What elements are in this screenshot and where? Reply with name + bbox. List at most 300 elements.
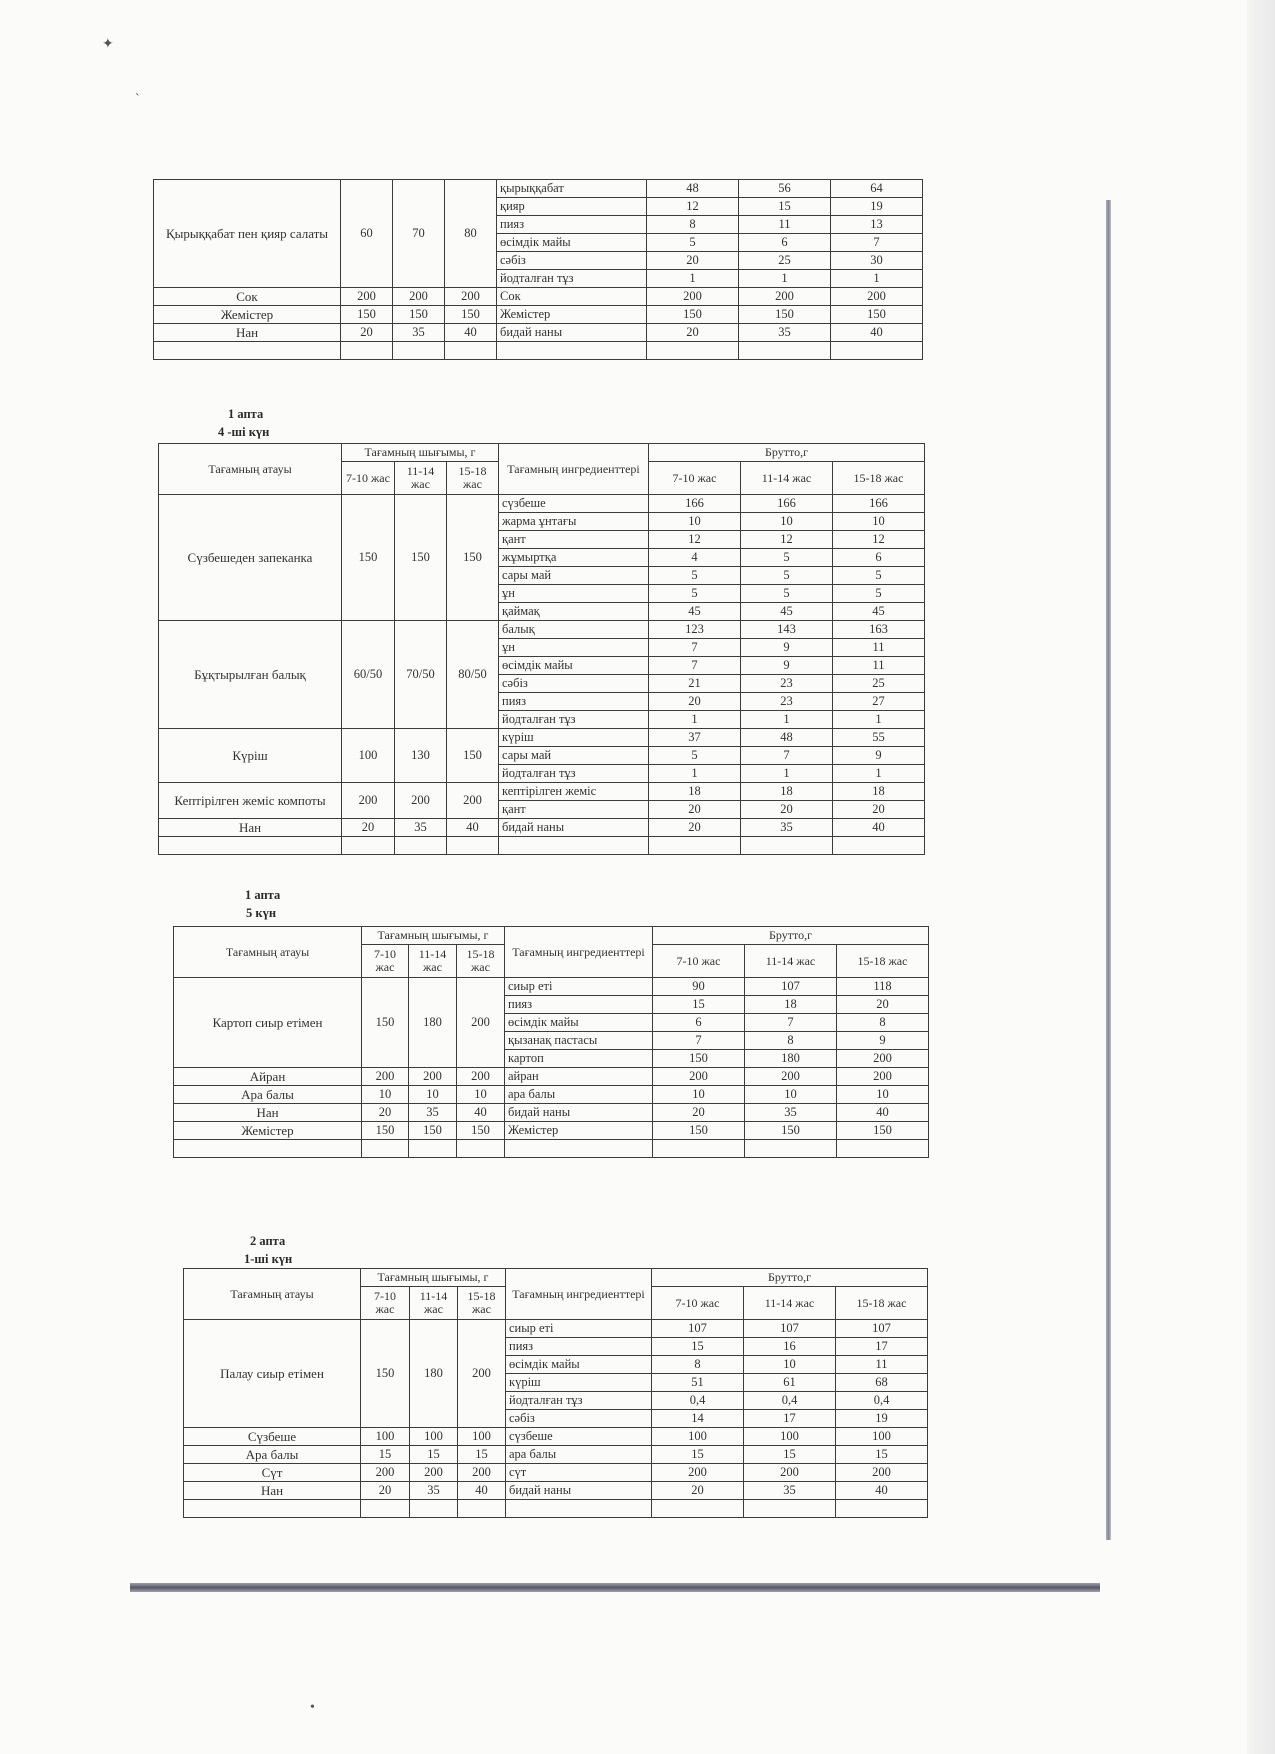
table-row bbox=[159, 783, 925, 801]
yield-7-10: 60 bbox=[341, 180, 393, 288]
brutto-11-14: 61 bbox=[744, 1374, 836, 1392]
brutto-11-14: 10 bbox=[745, 1086, 837, 1104]
yield-11-14: 10 bbox=[409, 1086, 457, 1104]
brutto-15-18: 19 bbox=[831, 198, 923, 216]
yield-15-18: 100 bbox=[458, 1428, 506, 1446]
table-row bbox=[184, 1482, 928, 1500]
brutto-15-18: 1 bbox=[833, 765, 925, 783]
table-row-empty bbox=[184, 1500, 928, 1518]
ingredient-name: қант bbox=[499, 531, 649, 549]
empty-cell bbox=[649, 837, 741, 855]
brutto-11-14: 11 bbox=[739, 216, 831, 234]
brutto-11-14: 15 bbox=[744, 1446, 836, 1464]
brutto-7-10: 0,4 bbox=[652, 1392, 744, 1410]
brutto-11-14: 45 bbox=[741, 603, 833, 621]
ingredient-name: пияз bbox=[505, 996, 653, 1014]
dish-name: Кептірілген жеміс компоты bbox=[159, 783, 342, 819]
brutto-15-18: 107 bbox=[836, 1320, 928, 1338]
yield-15-18: 200 bbox=[457, 1068, 505, 1086]
scan-speck: ✦ bbox=[102, 37, 114, 52]
brutto-7-10: 48 bbox=[647, 180, 739, 198]
ingredient-name: бидай наны bbox=[506, 1482, 652, 1500]
ingredient-name: күріш bbox=[499, 729, 649, 747]
ingredient-name: өсімдік майы bbox=[499, 657, 649, 675]
ingredient-name: қызанақ пастасы bbox=[505, 1032, 653, 1050]
brutto-7-10: 200 bbox=[647, 288, 739, 306]
yield-7-10: 200 bbox=[361, 1464, 410, 1482]
brutto-11-14: 180 bbox=[745, 1050, 837, 1068]
yield-7-10: 15 bbox=[361, 1446, 410, 1464]
yield-15-18: 80 bbox=[445, 180, 497, 288]
dish-name: Сүт bbox=[184, 1464, 361, 1482]
brutto-15-18: 5 bbox=[833, 585, 925, 603]
header-yield: Тағамның шығымы, г bbox=[361, 1269, 506, 1287]
brutto-7-10: 100 bbox=[652, 1428, 744, 1446]
brutto-15-18: 118 bbox=[837, 978, 929, 996]
brutto-7-10: 1 bbox=[647, 270, 739, 288]
yield-15-18: 200 bbox=[458, 1320, 506, 1428]
header-age-yield: 7-10 жас bbox=[342, 462, 395, 495]
ingredient-name: пияз bbox=[497, 216, 647, 234]
brutto-15-18: 30 bbox=[831, 252, 923, 270]
menu-table-fragment bbox=[153, 179, 923, 360]
header-brutto: Брутто,г bbox=[649, 444, 925, 462]
menu-table bbox=[173, 926, 929, 1158]
ingredient-name: сәбіз bbox=[497, 252, 647, 270]
table-row bbox=[154, 324, 923, 342]
yield-15-18: 150 bbox=[447, 495, 499, 621]
brutto-15-18: 100 bbox=[836, 1428, 928, 1446]
table-row-empty bbox=[159, 837, 925, 855]
ingredient-name: сүзбеше bbox=[506, 1428, 652, 1446]
brutto-11-14: 200 bbox=[744, 1464, 836, 1482]
header-brutto: Брутто,г bbox=[653, 927, 929, 945]
ingredient-name: йодталған тұз bbox=[506, 1392, 652, 1410]
brutto-7-10: 123 bbox=[649, 621, 741, 639]
brutto-11-14: 5 bbox=[741, 549, 833, 567]
ingredient-name: ара балы bbox=[506, 1446, 652, 1464]
scan-speck: ˴ bbox=[135, 86, 140, 101]
empty-cell bbox=[361, 1500, 410, 1518]
brutto-7-10: 51 bbox=[652, 1374, 744, 1392]
brutto-11-14: 35 bbox=[745, 1104, 837, 1122]
brutto-11-14: 17 bbox=[744, 1410, 836, 1428]
yield-7-10: 150 bbox=[361, 1320, 410, 1428]
header-age-brutto: 11-14 жас bbox=[744, 1287, 836, 1320]
brutto-11-14: 35 bbox=[741, 819, 833, 837]
brutto-15-18: 40 bbox=[833, 819, 925, 837]
brutto-7-10: 45 bbox=[649, 603, 741, 621]
brutto-15-18: 19 bbox=[836, 1410, 928, 1428]
brutto-15-18: 150 bbox=[831, 306, 923, 324]
brutto-11-14: 9 bbox=[741, 639, 833, 657]
header-dish-name: Тағамның атауы bbox=[184, 1269, 361, 1320]
brutto-7-10: 7 bbox=[649, 639, 741, 657]
yield-11-14: 150 bbox=[393, 306, 445, 324]
yield-7-10: 150 bbox=[362, 978, 409, 1068]
dish-name: Палау сиыр етімен bbox=[184, 1320, 361, 1428]
ingredient-name: жарма ұнтағы bbox=[499, 513, 649, 531]
header-dish-name: Тағамның атауы bbox=[159, 444, 342, 495]
empty-cell bbox=[410, 1500, 458, 1518]
brutto-11-14: 7 bbox=[745, 1014, 837, 1032]
table-row bbox=[174, 978, 929, 996]
brutto-11-14: 18 bbox=[741, 783, 833, 801]
brutto-11-14: 143 bbox=[741, 621, 833, 639]
brutto-7-10: 20 bbox=[653, 1104, 745, 1122]
brutto-7-10: 90 bbox=[653, 978, 745, 996]
ingredient-name: картоп bbox=[505, 1050, 653, 1068]
empty-cell bbox=[362, 1140, 409, 1158]
brutto-7-10: 20 bbox=[652, 1482, 744, 1500]
yield-11-14: 200 bbox=[393, 288, 445, 306]
ingredient-name: қаймақ bbox=[499, 603, 649, 621]
yield-11-14: 100 bbox=[410, 1428, 458, 1446]
yield-11-14: 70/50 bbox=[395, 621, 447, 729]
empty-cell bbox=[159, 837, 342, 855]
brutto-7-10: 150 bbox=[653, 1050, 745, 1068]
brutto-7-10: 20 bbox=[647, 252, 739, 270]
brutto-11-14: 100 bbox=[744, 1428, 836, 1446]
brutto-7-10: 10 bbox=[653, 1086, 745, 1104]
yield-7-10: 200 bbox=[362, 1068, 409, 1086]
yield-15-18: 40 bbox=[457, 1104, 505, 1122]
brutto-15-18: 20 bbox=[837, 996, 929, 1014]
yield-15-18: 150 bbox=[445, 306, 497, 324]
yield-11-14: 15 bbox=[410, 1446, 458, 1464]
header-age-yield: 7-10 жас bbox=[362, 945, 409, 978]
brutto-7-10: 5 bbox=[649, 585, 741, 603]
empty-cell bbox=[409, 1140, 457, 1158]
yield-15-18: 200 bbox=[458, 1464, 506, 1482]
brutto-7-10: 15 bbox=[652, 1338, 744, 1356]
header-ingredients: Тағамның ингредиенттері bbox=[506, 1269, 652, 1320]
brutto-7-10: 6 bbox=[653, 1014, 745, 1032]
brutto-15-18: 200 bbox=[831, 288, 923, 306]
yield-7-10: 150 bbox=[341, 306, 393, 324]
brutto-15-18: 20 bbox=[833, 801, 925, 819]
brutto-15-18: 10 bbox=[833, 513, 925, 531]
brutto-7-10: 7 bbox=[653, 1032, 745, 1050]
yield-15-18: 80/50 bbox=[447, 621, 499, 729]
brutto-15-18: 11 bbox=[833, 639, 925, 657]
empty-cell bbox=[457, 1140, 505, 1158]
dish-name: Бұқтырылған балық bbox=[159, 621, 342, 729]
table-row bbox=[174, 1122, 929, 1140]
empty-cell bbox=[741, 837, 833, 855]
brutto-15-18: 17 bbox=[836, 1338, 928, 1356]
table-row bbox=[184, 1320, 928, 1338]
yield-11-14: 35 bbox=[393, 324, 445, 342]
brutto-15-18: 200 bbox=[837, 1068, 929, 1086]
brutto-11-14: 23 bbox=[741, 693, 833, 711]
brutto-7-10: 12 bbox=[649, 531, 741, 549]
ingredient-name: жұмыртқа bbox=[499, 549, 649, 567]
brutto-15-18: 9 bbox=[837, 1032, 929, 1050]
brutto-7-10: 7 bbox=[649, 657, 741, 675]
empty-cell bbox=[395, 837, 447, 855]
brutto-11-14: 1 bbox=[741, 765, 833, 783]
header-age-yield: 11-14 жас bbox=[409, 945, 457, 978]
brutto-11-14: 7 bbox=[741, 747, 833, 765]
yield-7-10: 20 bbox=[361, 1482, 410, 1500]
dish-name: Жемістер bbox=[174, 1122, 362, 1140]
brutto-7-10: 12 bbox=[647, 198, 739, 216]
brutto-15-18: 12 bbox=[833, 531, 925, 549]
brutto-11-14: 1 bbox=[741, 711, 833, 729]
brutto-7-10: 5 bbox=[647, 234, 739, 252]
ingredient-name: йодталған тұз bbox=[497, 270, 647, 288]
empty-cell bbox=[505, 1140, 653, 1158]
brutto-15-18: 0,4 bbox=[836, 1392, 928, 1410]
brutto-11-14: 107 bbox=[745, 978, 837, 996]
yield-11-14: 35 bbox=[395, 819, 447, 837]
brutto-15-18: 10 bbox=[837, 1086, 929, 1104]
yield-7-10: 150 bbox=[342, 495, 395, 621]
empty-cell bbox=[831, 342, 923, 360]
yield-7-10: 20 bbox=[362, 1104, 409, 1122]
brutto-11-14: 35 bbox=[739, 324, 831, 342]
brutto-7-10: 4 bbox=[649, 549, 741, 567]
section-block bbox=[183, 1268, 928, 1518]
table-row bbox=[184, 1446, 928, 1464]
brutto-11-14: 107 bbox=[744, 1320, 836, 1338]
table-row bbox=[159, 495, 925, 513]
header-brutto: Брутто,г bbox=[652, 1269, 928, 1287]
brutto-11-14: 5 bbox=[741, 567, 833, 585]
header-age-brutto: 15-18 жас bbox=[837, 945, 929, 978]
ingredient-name: өсімдік майы bbox=[506, 1356, 652, 1374]
brutto-11-14: 25 bbox=[739, 252, 831, 270]
empty-cell bbox=[447, 837, 499, 855]
ingredient-name: сәбіз bbox=[499, 675, 649, 693]
ingredient-name: бидай наны bbox=[499, 819, 649, 837]
brutto-11-14: 200 bbox=[739, 288, 831, 306]
brutto-11-14: 10 bbox=[741, 513, 833, 531]
brutto-11-14: 12 bbox=[741, 531, 833, 549]
brutto-15-18: 18 bbox=[833, 783, 925, 801]
empty-cell bbox=[836, 1500, 928, 1518]
header-age-brutto: 7-10 жас bbox=[653, 945, 745, 978]
header-age-brutto: 7-10 жас bbox=[649, 462, 741, 495]
ingredient-name: сары май bbox=[499, 747, 649, 765]
yield-15-18: 200 bbox=[457, 978, 505, 1068]
dish-name: Нан bbox=[174, 1104, 362, 1122]
brutto-11-14: 150 bbox=[745, 1122, 837, 1140]
yield-15-18: 200 bbox=[445, 288, 497, 306]
brutto-11-14: 16 bbox=[744, 1338, 836, 1356]
brutto-11-14: 15 bbox=[739, 198, 831, 216]
header-age-brutto: 11-14 жас bbox=[745, 945, 837, 978]
yield-7-10: 20 bbox=[341, 324, 393, 342]
header-age-brutto: 15-18 жас bbox=[833, 462, 925, 495]
yield-11-14: 180 bbox=[410, 1320, 458, 1428]
yield-15-18: 10 bbox=[457, 1086, 505, 1104]
brutto-15-18: 68 bbox=[836, 1374, 928, 1392]
ingredient-name: Жемістер bbox=[497, 306, 647, 324]
table-row bbox=[159, 729, 925, 747]
ingredient-name: сиыр еті bbox=[505, 978, 653, 996]
table-row bbox=[154, 180, 923, 198]
dish-name: Сүзбеше bbox=[184, 1428, 361, 1446]
brutto-7-10: 150 bbox=[653, 1122, 745, 1140]
table-row bbox=[174, 1086, 929, 1104]
brutto-15-18: 25 bbox=[833, 675, 925, 693]
brutto-11-14: 166 bbox=[741, 495, 833, 513]
brutto-11-14: 20 bbox=[741, 801, 833, 819]
ingredient-name: сары май bbox=[499, 567, 649, 585]
table-row bbox=[184, 1428, 928, 1446]
ingredient-name: ара балы bbox=[505, 1086, 653, 1104]
brutto-15-18: 11 bbox=[836, 1356, 928, 1374]
yield-15-18: 150 bbox=[457, 1122, 505, 1140]
brutto-11-14: 0,4 bbox=[744, 1392, 836, 1410]
scan-side-bar bbox=[1106, 200, 1111, 1540]
brutto-15-18: 200 bbox=[837, 1050, 929, 1068]
ingredient-name: пияз bbox=[499, 693, 649, 711]
empty-cell bbox=[499, 837, 649, 855]
table-row bbox=[154, 288, 923, 306]
empty-cell bbox=[497, 342, 647, 360]
brutto-15-18: 7 bbox=[831, 234, 923, 252]
brutto-11-14: 8 bbox=[745, 1032, 837, 1050]
ingredient-name: ұн bbox=[499, 639, 649, 657]
week-label: 2 апта bbox=[250, 1234, 286, 1248]
brutto-15-18: 6 bbox=[833, 549, 925, 567]
brutto-7-10: 200 bbox=[652, 1464, 744, 1482]
ingredient-name: пияз bbox=[506, 1338, 652, 1356]
brutto-15-18: 1 bbox=[833, 711, 925, 729]
yield-11-14: 150 bbox=[395, 495, 447, 621]
empty-cell bbox=[184, 1500, 361, 1518]
yield-7-10: 200 bbox=[341, 288, 393, 306]
week-label: 1 апта bbox=[228, 407, 264, 421]
brutto-7-10: 150 bbox=[647, 306, 739, 324]
brutto-7-10: 1 bbox=[649, 765, 741, 783]
section-block bbox=[158, 443, 925, 855]
brutto-7-10: 200 bbox=[653, 1068, 745, 1086]
day-label: 1-ші күн bbox=[244, 1252, 293, 1266]
ingredient-name: өсімдік майы bbox=[497, 234, 647, 252]
dish-name: Ара балы bbox=[174, 1086, 362, 1104]
brutto-7-10: 8 bbox=[652, 1356, 744, 1374]
brutto-15-18: 55 bbox=[833, 729, 925, 747]
week-label: 1 апта bbox=[245, 888, 281, 902]
empty-cell bbox=[393, 342, 445, 360]
brutto-7-10: 1 bbox=[649, 711, 741, 729]
yield-7-10: 100 bbox=[361, 1428, 410, 1446]
brutto-11-14: 150 bbox=[739, 306, 831, 324]
header-ingredients: Тағамның ингредиенттері bbox=[499, 444, 649, 495]
brutto-7-10: 10 bbox=[649, 513, 741, 531]
brutto-15-18: 15 bbox=[836, 1446, 928, 1464]
empty-cell bbox=[833, 837, 925, 855]
yield-11-14: 35 bbox=[409, 1104, 457, 1122]
table-header-row bbox=[174, 927, 929, 945]
empty-cell bbox=[745, 1140, 837, 1158]
yield-7-10: 200 bbox=[342, 783, 395, 819]
yield-11-14: 150 bbox=[409, 1122, 457, 1140]
ingredient-name: бидай наны bbox=[497, 324, 647, 342]
dish-name: Нан bbox=[154, 324, 341, 342]
header-age-yield: 7-10 жас bbox=[361, 1287, 410, 1320]
brutto-15-18: 45 bbox=[833, 603, 925, 621]
brutto-15-18: 13 bbox=[831, 216, 923, 234]
yield-11-14: 200 bbox=[410, 1464, 458, 1482]
brutto-7-10: 20 bbox=[649, 819, 741, 837]
brutto-15-18: 1 bbox=[831, 270, 923, 288]
brutto-7-10: 20 bbox=[647, 324, 739, 342]
header-yield: Тағамның шығымы, г bbox=[342, 444, 499, 462]
menu-table bbox=[183, 1268, 928, 1518]
brutto-11-14: 10 bbox=[744, 1356, 836, 1374]
brutto-15-18: 9 bbox=[833, 747, 925, 765]
table-header-row bbox=[184, 1269, 928, 1287]
header-age-brutto: 11-14 жас bbox=[741, 462, 833, 495]
table-row bbox=[174, 1104, 929, 1122]
brutto-15-18: 163 bbox=[833, 621, 925, 639]
empty-cell bbox=[837, 1140, 929, 1158]
yield-15-18: 15 bbox=[458, 1446, 506, 1464]
brutto-7-10: 20 bbox=[649, 801, 741, 819]
brutto-7-10: 21 bbox=[649, 675, 741, 693]
dish-name: Айран bbox=[174, 1068, 362, 1086]
brutto-7-10: 5 bbox=[649, 567, 741, 585]
header-yield: Тағамның шығымы, г bbox=[362, 927, 505, 945]
brutto-7-10: 14 bbox=[652, 1410, 744, 1428]
yield-15-18: 150 bbox=[447, 729, 499, 783]
ingredient-name: сүт bbox=[506, 1464, 652, 1482]
table-row bbox=[159, 621, 925, 639]
brutto-15-18: 5 bbox=[833, 567, 925, 585]
empty-cell bbox=[506, 1500, 652, 1518]
yield-7-10: 10 bbox=[362, 1086, 409, 1104]
yield-11-14: 130 bbox=[395, 729, 447, 783]
header-dish-name: Тағамның атауы bbox=[174, 927, 362, 978]
brutto-15-18: 40 bbox=[836, 1482, 928, 1500]
yield-7-10: 60/50 bbox=[342, 621, 395, 729]
brutto-7-10: 8 bbox=[647, 216, 739, 234]
ingredient-name: күріш bbox=[506, 1374, 652, 1392]
dish-name: Қырыққабат пен қияр салаты bbox=[154, 180, 341, 288]
ingredient-name: айран bbox=[505, 1068, 653, 1086]
brutto-11-14: 18 bbox=[745, 996, 837, 1014]
empty-cell bbox=[342, 837, 395, 855]
scan-speck: • bbox=[310, 1700, 315, 1715]
ingredient-name: балық bbox=[499, 621, 649, 639]
ingredient-name: Сок bbox=[497, 288, 647, 306]
ingredient-name: йодталған тұз bbox=[499, 711, 649, 729]
ingredient-name: Жемістер bbox=[505, 1122, 653, 1140]
table-header-row bbox=[159, 444, 925, 462]
brutto-15-18: 64 bbox=[831, 180, 923, 198]
empty-cell bbox=[652, 1500, 744, 1518]
yield-11-14: 70 bbox=[393, 180, 445, 288]
brutto-7-10: 5 bbox=[649, 747, 741, 765]
brutto-11-14: 23 bbox=[741, 675, 833, 693]
brutto-7-10: 15 bbox=[652, 1446, 744, 1464]
brutto-7-10: 15 bbox=[653, 996, 745, 1014]
ingredient-name: сүзбеше bbox=[499, 495, 649, 513]
empty-cell bbox=[341, 342, 393, 360]
brutto-15-18: 40 bbox=[831, 324, 923, 342]
dish-name: Жемістер bbox=[154, 306, 341, 324]
brutto-11-14: 56 bbox=[739, 180, 831, 198]
fragment-block bbox=[153, 179, 923, 360]
table-row-empty bbox=[154, 342, 923, 360]
day-label: 4 -ші күн bbox=[218, 425, 270, 439]
ingredient-name: кептірілген жеміс bbox=[499, 783, 649, 801]
